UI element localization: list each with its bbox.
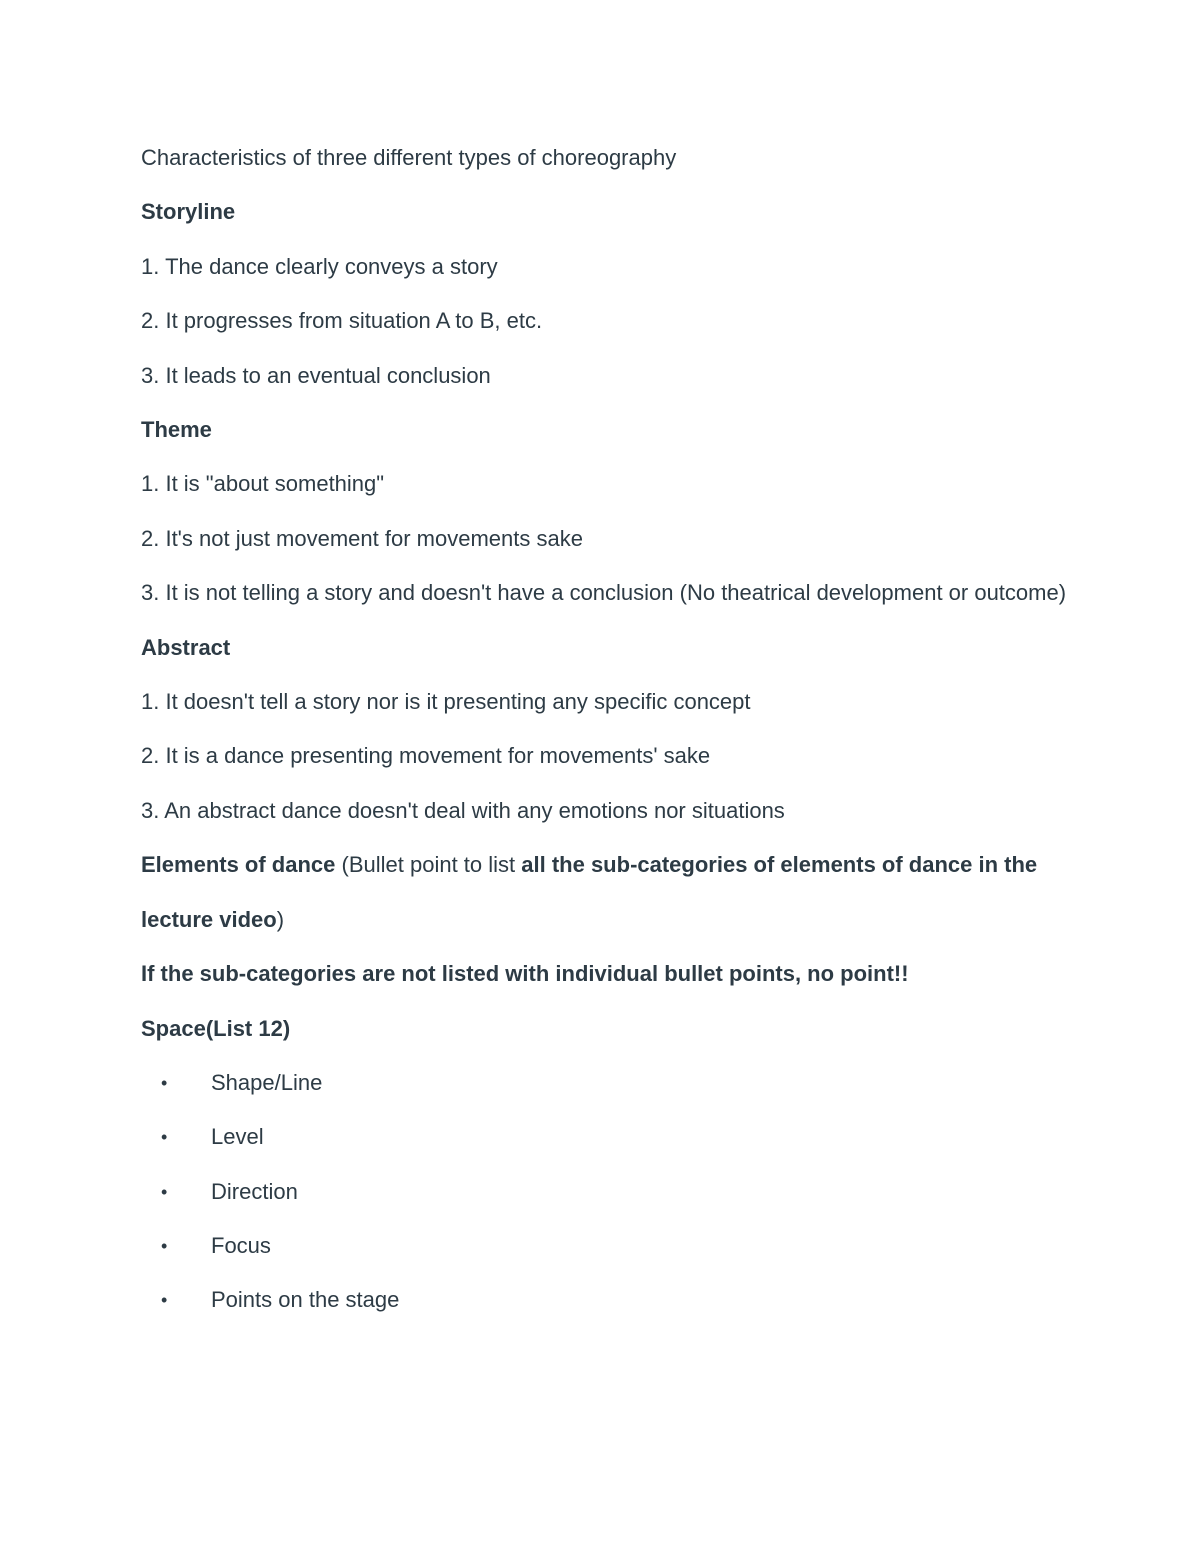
theme-heading: Theme — [141, 417, 212, 443]
space-list-item — [141, 1219, 1071, 1273]
storyline-item: 2. It progresses from situation A to B, etc. — [141, 308, 543, 334]
bullet-icon: • — [161, 1181, 168, 1202]
elements-warning: If the sub-categories are not listed with individual bullet points, no point!! — [141, 961, 909, 987]
space-list-item — [141, 1110, 1071, 1164]
theme-item: 1. It is "about something" — [141, 471, 385, 497]
elements-emphasis: all the sub-categories of elements of dance in the lecture video — [141, 852, 1038, 932]
abstract-item: 2. It is a dance presenting movement for movements' sake — [141, 743, 711, 769]
storyline-heading: Storyline — [141, 199, 236, 225]
elements-of-dance-paragraph — [141, 838, 1071, 947]
space-item-label: Points on the stage — [211, 1287, 400, 1313]
space-item-label: Direction — [211, 1178, 298, 1204]
elements-heading: Elements of dance — [141, 852, 336, 878]
space-item-label: Level — [211, 1124, 264, 1150]
elements-paren-open: (Bullet point to list — [335, 852, 522, 878]
document-title: Characteristics of three different types of choreography — [141, 145, 677, 170]
elements-paren-close: ) — [276, 906, 285, 932]
space-item-label: Shape/Line — [211, 1069, 323, 1095]
space-list-item — [141, 1165, 1071, 1219]
abstract-item: 1. It doesn't tell a story nor is it presenting any specific concept — [141, 689, 751, 715]
space-list-item — [141, 1056, 1071, 1110]
document-page — [141, 131, 1071, 1328]
bullet-icon: • — [161, 1072, 168, 1093]
theme-item: 3. It is not telling a story and doesn't have a conclusion (No theatrical development or outcome) — [141, 580, 1067, 606]
storyline-item: 3. It leads to an eventual conclusion — [141, 362, 491, 388]
bullet-icon: • — [161, 1127, 168, 1148]
space-list-item — [141, 1273, 1071, 1327]
space-item-label: Focus — [211, 1233, 271, 1259]
bullet-icon: • — [161, 1290, 168, 1311]
theme-item: 2. It's not just movement for movements sake — [141, 525, 583, 551]
abstract-item: 3. An abstract dance doesn't deal with any emotions nor situations — [141, 797, 785, 823]
abstract-heading: Abstract — [141, 634, 231, 660]
storyline-item: 1. The dance clearly conveys a story — [141, 253, 498, 279]
space-heading: Space(List 12) — [141, 1015, 291, 1041]
bullet-icon: • — [161, 1236, 168, 1257]
